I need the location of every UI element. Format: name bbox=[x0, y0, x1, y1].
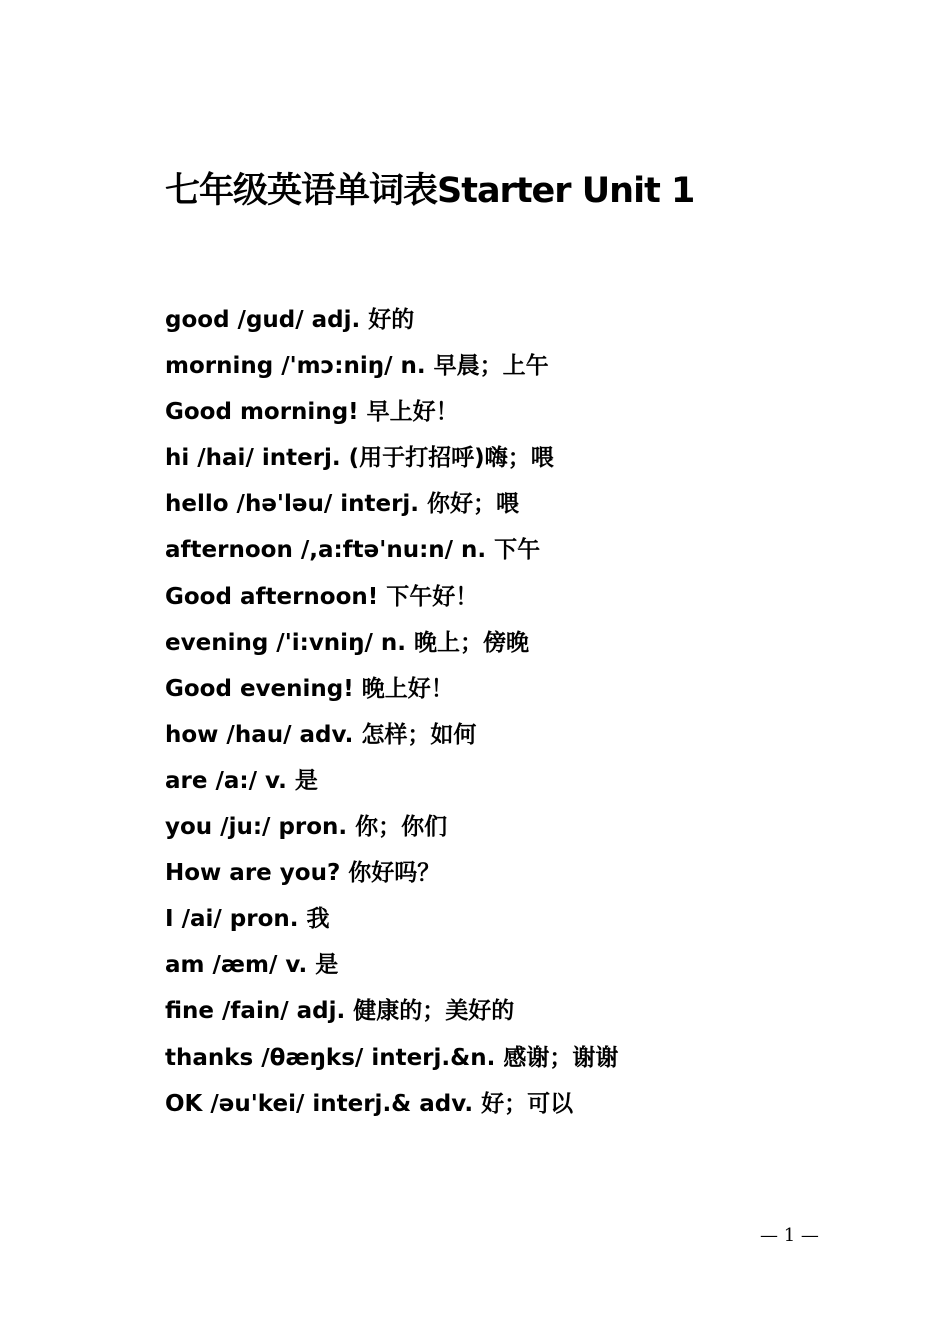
vocab-entry: thanks /θæŋks/ interj.&n. 感谢；谢谢 bbox=[165, 1044, 619, 1071]
vocab-entry: hi /hai/ interj. (用于打招呼)嗨；喂 bbox=[165, 445, 554, 472]
vocab-entry: hello /hə'ləu/ interj. 你好；喂 bbox=[165, 491, 520, 518]
vocab-entry: evening /'i:vniŋ/ n. 晚上；傍晚 bbox=[165, 629, 529, 656]
vocab-entry: OK /əu'kei/ interj.& adv. 好；可以 bbox=[165, 1090, 574, 1117]
vocab-entry: Good morning! 早上好！ bbox=[165, 399, 459, 426]
vocab-entry: I /ai/ pron. 我 bbox=[165, 906, 330, 933]
vocab-entry: good /gud/ adj. 好的 bbox=[165, 307, 415, 333]
vocab-entry: am /æm/ v. 是 bbox=[165, 952, 339, 979]
vocab-entry: you /ju:/ pron. 你；你们 bbox=[165, 814, 448, 841]
vocab-entry: are /a:/ v. 是 bbox=[165, 767, 318, 794]
vocab-entry: how /hau/ adv. 怎样；如何 bbox=[165, 721, 477, 748]
vocab-entry: morning /'mɔ:niŋ/ n. 早晨；上午 bbox=[165, 353, 549, 380]
page-number: — 1 — bbox=[760, 1225, 819, 1246]
vocab-entry: fine /fain/ adj. 健康的；美好的 bbox=[165, 998, 515, 1025]
vocab-entry: Good afternoon! 下午好！ bbox=[165, 583, 479, 610]
page-title: 七年级英语单词表Starter Unit 1 bbox=[165, 171, 695, 211]
vocabulary-list bbox=[165, 300, 618, 1130]
vocab-entry: How are you? 你好吗？ bbox=[165, 860, 441, 887]
vocab-entry: Good evening! 晚上好！ bbox=[165, 675, 454, 702]
vocab-entry: afternoon /,a:ftə'nu:n/ n. 下午 bbox=[165, 537, 541, 564]
